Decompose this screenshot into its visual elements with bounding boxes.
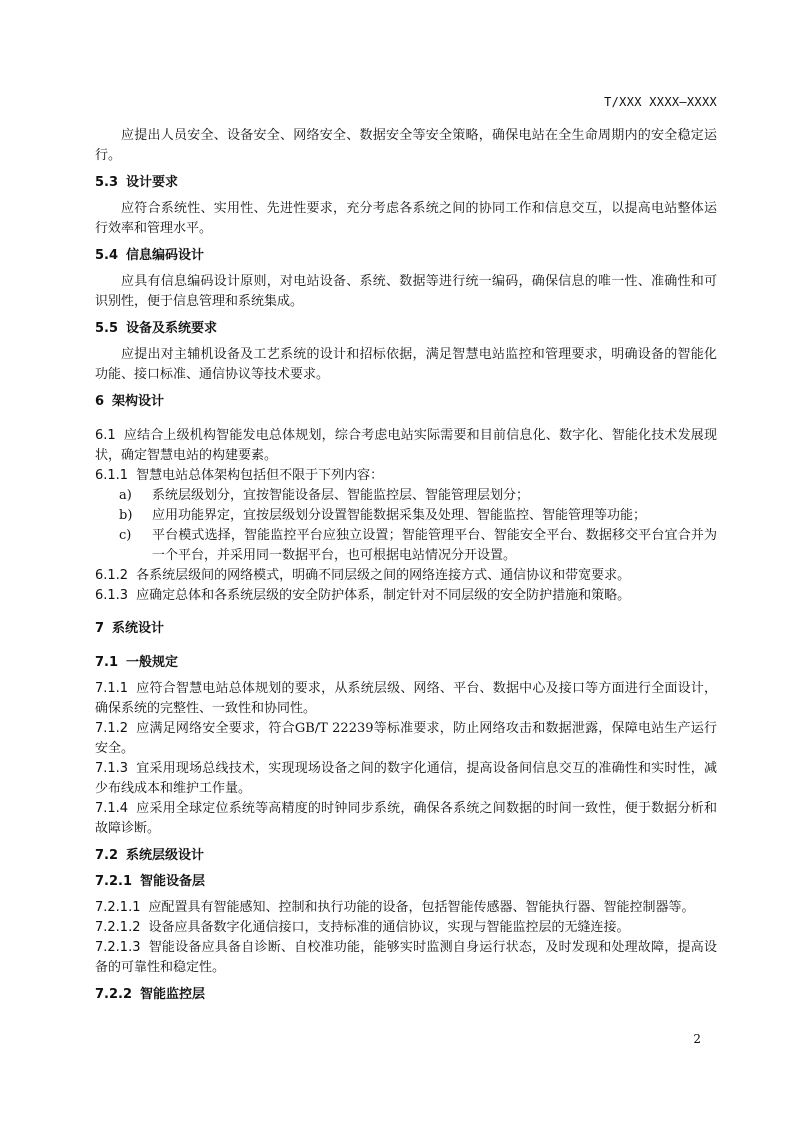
paragraph: 应提出对主辅机设备及工艺系统的设计和招标依据，满足智慧电站监控和管理要求，明确设备的智能化功能、接口标准、通信协议等技术要求。: [95, 347, 717, 382]
document-body: [95, 126, 717, 1011]
clause-text: 设备应具备数字化通信接口，支持标准的通信协议，实现与智能监控层的无缝连接。: [148, 920, 630, 935]
section-heading-5-4: [95, 246, 717, 266]
paragraph: 应具有信息编码设计原则，对电站设备、系统、数据等进行统一编码，确保信息的唯一性、准确性和可识别性，便于信息管理和系统集成。: [95, 274, 717, 309]
clause-6-1-2: [95, 566, 717, 586]
clause-number: 6.1: [95, 428, 116, 443]
clause-7-2-1-3: [95, 938, 717, 978]
document-header-id: T/XXX XXXX—XXXX: [604, 95, 717, 109]
clause-number: 6.1.3: [95, 588, 129, 603]
chapter-title: 系统设计: [112, 621, 165, 636]
section-number: 7.2: [95, 848, 119, 863]
list-item: [95, 526, 717, 566]
section-heading-5-5: [95, 319, 717, 339]
clause-number: 7.2.1.3: [95, 940, 141, 955]
clause-6-1-1: [95, 466, 717, 486]
section-title: 智能设备层: [140, 874, 206, 889]
section-number: 5.5: [95, 321, 119, 336]
paragraph: 应提出人员安全、设备安全、网络安全、数据安全等安全策略，确保电站在全生命周期内的安全稳定运行。: [95, 128, 717, 163]
section-heading-7-2-2: [95, 985, 717, 1005]
list-item-text: 系统层级划分，宜按智能设备层、智能监控层、智能管理层划分；: [152, 488, 530, 503]
list-item: [95, 486, 717, 506]
section-number: 5.4: [95, 248, 119, 263]
section-heading-5-3: [95, 173, 717, 193]
section-number: 7.2.1: [95, 874, 133, 889]
list-item-text: 平台模式选择，智能监控平台应独立设置；智能管理平台、智能安全平台、数据移交平台宜合并为一个平台，并采用同一数据平台，也可根据电站情况分开设置。: [152, 528, 717, 563]
clause-7-1-3: [95, 759, 717, 799]
list-item: [95, 506, 717, 526]
clause-number: 7.2.1.1: [95, 900, 141, 915]
list-item-text: 应用功能界定，宜按层级划分设置智能数据采集及处理、智能监控、智能管理等功能；: [152, 508, 647, 523]
clause-7-1-4: [95, 799, 717, 839]
clause-text: 各系统层级间的网络模式，明确不同层级之间的网络连接方式、通信协议和带宽要求。: [136, 568, 631, 583]
clause-6-1: [95, 426, 717, 466]
clause-number: 7.1.4: [95, 801, 129, 816]
clause-text: 应采用全球定位系统等高精度的时钟同步系统，确保各系统之间数据的时间一致性，便于数据分析和故障诊断。: [95, 801, 717, 836]
section-heading-7-2-1: [95, 872, 717, 892]
clause-7-1-1: [95, 679, 717, 719]
chapter-heading-6: [95, 392, 717, 412]
section-title: 系统层级设计: [126, 848, 205, 863]
chapter-number: 6: [95, 394, 105, 409]
section-heading-7-2: [95, 846, 717, 866]
list-marker: c): [119, 528, 132, 543]
clause-number: 7.2.1.2: [95, 920, 141, 935]
chapter-number: 7: [95, 621, 105, 636]
clause-7-2-1-2: [95, 918, 717, 938]
section-number: 7.2.2: [95, 987, 133, 1002]
clause-number: 7.1.1: [95, 681, 129, 696]
section-title: 设计要求: [126, 175, 179, 190]
chapter-title: 架构设计: [112, 394, 165, 409]
clause-text: 应确定总体和各系统层级的安全防护体系，制定针对不同层级的安全防护措施和策略。: [136, 588, 631, 603]
clause-number: 7.1.2: [95, 721, 129, 736]
chapter-heading-7: [95, 619, 717, 639]
clause-text: 应配置具有智能感知、控制和执行功能的设备，包括智能传感器、智能执行器、智能控制器等。: [148, 900, 695, 915]
page-number: 2: [693, 1032, 701, 1046]
list: [95, 486, 717, 566]
list-marker: b): [119, 508, 133, 523]
clause-text: 智能设备应具备自诊断、自校准功能，能够实时监测自身运行状态，及时发现和处理故障，提高设备的可靠性和稳定性。: [95, 940, 717, 975]
section-heading-7-1: [95, 653, 717, 673]
clause-text: 应结合上级机构智能发电总体规划，综合考虑电站实际需要和目前信息化、数字化、智能化技术发展现状，确定智慧电站的构建要素。: [95, 428, 717, 463]
clause-text: 智慧电站总体架构包括但不限于下列内容：: [136, 468, 384, 483]
clause-number: 6.1.2: [95, 568, 129, 583]
section-number: 7.1: [95, 655, 119, 670]
section-title: 设备及系统要求: [126, 321, 218, 336]
section-title: 智能监控层: [140, 987, 206, 1002]
paragraph: 应符合系统性、实用性、先进性要求，充分考虑各系统之间的协同工作和信息交互，以提高电站整体运行效率和管理水平。: [95, 201, 717, 236]
section-title: 一般规定: [126, 655, 179, 670]
clause-number: 6.1.1: [95, 468, 129, 483]
list-marker: a): [119, 488, 132, 503]
clause-7-1-2: [95, 719, 717, 759]
section-title: 信息编码设计: [126, 248, 205, 263]
section-number: 5.3: [95, 175, 119, 190]
clause-text: 应满足网络安全要求，符合GB/T 22239等标准要求，防止网络攻击和数据泄露，保障电站生产运行安全。: [95, 721, 717, 756]
clause-text: 应符合智慧电站总体规划的要求，从系统层级、网络、平台、数据中心及接口等方面进行全面设计，确保系统的完整性、一致性和协同性。: [95, 681, 717, 716]
clause-6-1-3: [95, 586, 717, 606]
clause-text: 宜采用现场总线技术，实现现场设备之间的数字化通信，提高设备间信息交互的准确性和实时性，减少布线成本和维护工作量。: [95, 761, 717, 796]
clause-7-2-1-1: [95, 898, 717, 918]
clause-number: 7.1.3: [95, 761, 129, 776]
